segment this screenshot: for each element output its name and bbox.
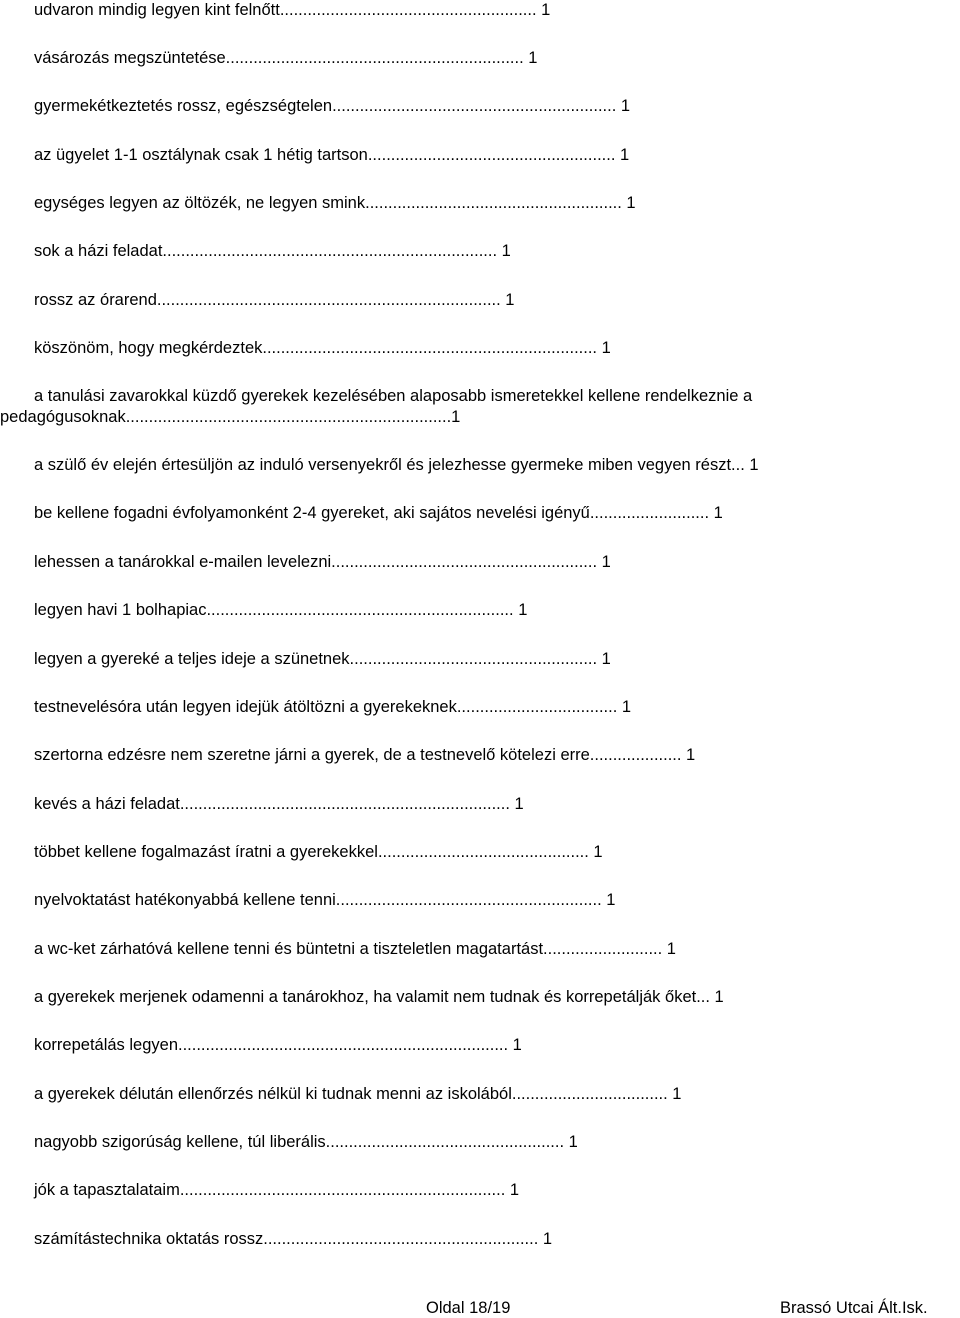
list-item: az ügyelet 1-1 osztálynak csak 1 hétig tartson...................................................... 1 — [34, 146, 630, 164]
list-item: rossz az órarend........................................................................... 1 — [34, 291, 515, 309]
list-item: jók a tapasztalataim....................................................................... 1 — [34, 1181, 520, 1199]
list-item: a wc-ket zárhatóvá kellene tenni és büntetni a tiszteletlen magatartást.......................... 1 — [34, 940, 676, 958]
list-item: a szülő év elején értesüljön az induló versenyekről és jelezhesse gyermeke miben vegyen részt... 1 — [34, 456, 759, 474]
list-item: korrepetálás legyen........................................................................ 1 — [34, 1036, 522, 1054]
list-item: kevés a házi feladat........................................................................ 1 — [34, 795, 524, 813]
list-item: számítástechnika oktatás rossz............................................................ 1 — [34, 1230, 553, 1248]
list-item: udvaron mindig legyen kint felnőtt........................................................ 1 — [34, 1, 551, 19]
list-item: gyermekétkeztetés rossz, egészségtelen.............................................................. 1 — [34, 97, 631, 115]
list-item: a gyerekek délután ellenőrzés nélkül ki tudnak menni az iskolából.................................. 1 — [34, 1085, 682, 1103]
list-item: nagyobb szigorúság kellene, túl liberális.................................................... 1 — [34, 1133, 578, 1151]
list-item: legyen a gyereké a teljes ideje a szünetnek...................................................... 1 — [34, 650, 611, 668]
list-item: szertorna edzésre nem szeretne járni a gyerek, de a testnevelő kötelezi erre.................... 1 — [34, 746, 696, 764]
page-number: Oldal 18/19 — [426, 1299, 511, 1317]
list-item: a gyerekek merjenek odamenni a tanárokhoz, ha valamit nem tudnak és korrepetálják őket... 1 — [34, 988, 724, 1006]
list-item: sok a házi feladat......................................................................... 1 — [34, 242, 511, 260]
list-item: többet kellene fogalmazást íratni a gyerekekkel.............................................. 1 — [34, 843, 603, 861]
list-item: nyelvoktatást hatékonyabbá kellene tenni.......................................................... 1 — [34, 891, 616, 909]
footer-school-name: Brassó Utcai Ált.Isk. — [780, 1299, 928, 1317]
list-item: be kellene fogadni évfolyamonként 2-4 gyereket, aki sajátos nevelési igényű.......................... 1 — [34, 504, 723, 522]
list-item: a tanulási zavarokkal küzdő gyerekek kezelésében alaposabb ismeretekkel kellene rendelkeznie a pedagógusoknak.......................................................................1 — [0, 387, 753, 426]
list-item: vásározás megszüntetése................................................................. 1 — [34, 49, 538, 67]
list-item: lehessen a tanárokkal e-mailen levelezni.......................................................... 1 — [34, 553, 611, 571]
list-item: legyen havi 1 bolhapiac................................................................... 1 — [34, 601, 528, 619]
list-item: egységes legyen az öltözék, ne legyen smink........................................................ 1 — [34, 194, 636, 212]
list-item: testnevelésóra után legyen idejük átöltözni a gyerekeknek................................... 1 — [34, 698, 632, 716]
list-item: köszönöm, hogy megkérdeztek......................................................................... 1 — [34, 339, 611, 357]
